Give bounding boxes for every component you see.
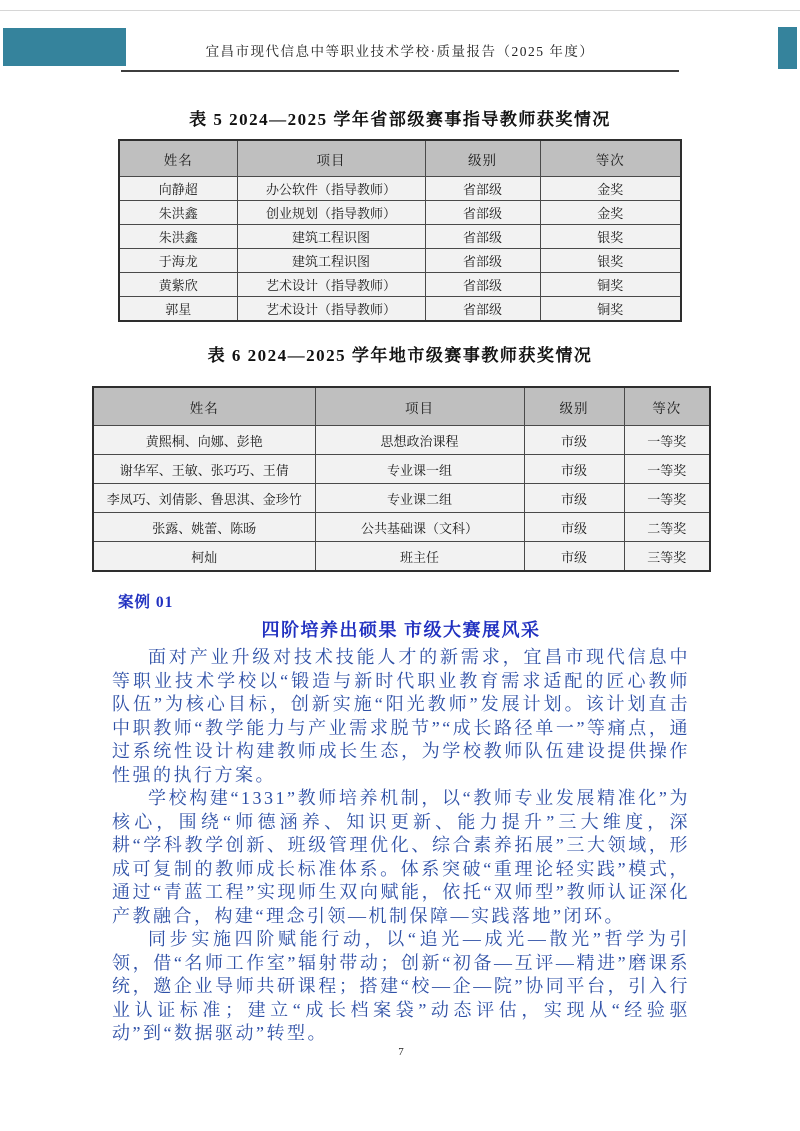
table-cell: 银奖 (540, 249, 681, 273)
table-header-row (93, 387, 710, 426)
table-cell: 省部级 (425, 249, 540, 273)
table-cell: 艺术设计（指导教师） (237, 297, 425, 322)
table-cell: 市级 (524, 513, 624, 542)
case-title: 四阶培养出硕果 市级大赛展风采 (261, 620, 541, 640)
table-cell: 思想政治课程 (315, 426, 524, 455)
table-cell: 银奖 (540, 225, 681, 249)
table-cell: 铜奖 (540, 273, 681, 297)
case-paragraph-2: 学校构建“1331”教师培养机制，以“教师专业发展精准化”为核心，围绕“师德涵养、知识更新、能力提升”三大维度，深耕“学科教学创新、班级管理优化、综合素养拓展”三大领域，形成可复制的教师成长标准体系。体系突破“重理论轻实践”模式，通过“青蓝工程”实现师生双向赋能，依托“双师型”教师认证深化产教融合，构建“理念引领—机制保障—实践落地”闭环。 (112, 788, 690, 926)
table-cell: 朱洪鑫 (119, 201, 237, 225)
table-cell: 市级 (524, 426, 624, 455)
table-row (119, 225, 681, 249)
case-paragraph-3: 同步实施四阶赋能行动，以“追光—成光—散光”哲学为引领，借“名师工作室”辐射带动；创新“初备—互评—精进”磨课系统，邀企业导师共研课程；搭建“校—企—院”协同平台，引入行业认证标准；建立“成长档案袋”动态评估，实现从“经验驱动”到“数据驱动”转型。 (112, 929, 690, 1043)
table-cell: 建筑工程识图 (237, 249, 425, 273)
column-header: 级别 (524, 387, 624, 426)
column-header: 等次 (540, 140, 681, 177)
column-header: 项目 (315, 387, 524, 426)
table-row (93, 426, 710, 455)
table-row (93, 513, 710, 542)
table-cell: 李凤巧、刘倩影、鲁思淇、金珍竹 (93, 484, 315, 513)
table-row (119, 201, 681, 225)
page-header-title: 宜昌市现代信息中等职业技术学校·质量报告（2025 年度） (205, 44, 595, 59)
table-header-row (119, 140, 681, 177)
table-row (119, 249, 681, 273)
column-header: 级别 (425, 140, 540, 177)
column-header: 等次 (624, 387, 710, 426)
table-cell: 办公软件（指导教师） (237, 177, 425, 201)
table-cell: 一等奖 (624, 455, 710, 484)
table-cell: 省部级 (425, 201, 540, 225)
table-cell: 金奖 (540, 201, 681, 225)
table-cell: 二等奖 (624, 513, 710, 542)
header-accent-bar-left (3, 28, 126, 66)
table-cell: 金奖 (540, 177, 681, 201)
table-cell: 班主任 (315, 542, 524, 572)
table-cell: 艺术设计（指导教师） (237, 273, 425, 297)
table-row (93, 542, 710, 572)
table-cell: 向静超 (119, 177, 237, 201)
header-divider-line (121, 70, 679, 72)
table-cell: 省部级 (425, 297, 540, 322)
table-cell: 铜奖 (540, 297, 681, 322)
table-row (119, 273, 681, 297)
header-accent-bar-right (778, 27, 797, 69)
table-cell: 谢华军、王敏、张巧巧、王倩 (93, 455, 315, 484)
table-cell: 朱洪鑫 (119, 225, 237, 249)
table-cell: 市级 (524, 455, 624, 484)
table-cell: 专业课二组 (315, 484, 524, 513)
case-body-text (112, 646, 690, 1046)
table-row (119, 177, 681, 201)
table-cell: 一等奖 (624, 484, 710, 513)
table-cell: 省部级 (425, 273, 540, 297)
table-row (93, 484, 710, 513)
table-cell: 市级 (524, 542, 624, 572)
table-cell: 专业课一组 (315, 455, 524, 484)
table-cell: 建筑工程识图 (237, 225, 425, 249)
table-cell: 张露、姚蕾、陈旸 (93, 513, 315, 542)
table-cell: 省部级 (425, 225, 540, 249)
table-cell: 黄紫欣 (119, 273, 237, 297)
table-cell: 黄熙桐、向娜、彭艳 (93, 426, 315, 455)
table-cell: 省部级 (425, 177, 540, 201)
table-cell: 公共基础课（文科） (315, 513, 524, 542)
case-number-label: 案例 01 (118, 594, 174, 611)
table-cell: 于海龙 (119, 249, 237, 273)
page-number: 7 (398, 1046, 404, 1058)
table-municipal-awards (92, 386, 711, 572)
table-cell: 市级 (524, 484, 624, 513)
page-top-divider (0, 10, 800, 11)
column-header: 项目 (237, 140, 425, 177)
table-cell: 一等奖 (624, 426, 710, 455)
table-provincial-awards (118, 139, 682, 322)
table-row (93, 455, 710, 484)
table-row (119, 297, 681, 322)
case-paragraph-1: 面对产业升级对技术技能人才的新需求，宜昌市现代信息中等职业技术学校以“锻造与新时代职业教育需求适配的匠心教师队伍”为核心目标，创新实施“阳光教师”发展计划。该计划直击中职教师“教学能力与产业需求脱节”“成长路径单一”等痛点，通过系统性设计构建教师成长生态，为学校教师队伍建设提供操作性强的执行方案。 (112, 647, 690, 785)
table-cell: 郭星 (119, 297, 237, 322)
column-header: 姓名 (119, 140, 237, 177)
table-cell: 创业规划（指导教师） (237, 201, 425, 225)
table5-title: 表 5 2024—2025 学年省部级赛事指导教师获奖情况 (189, 110, 611, 129)
table-cell: 柯灿 (93, 542, 315, 572)
table-cell: 三等奖 (624, 542, 710, 572)
table6-title: 表 6 2024—2025 学年地市级赛事教师获奖情况 (207, 346, 593, 365)
column-header: 姓名 (93, 387, 315, 426)
